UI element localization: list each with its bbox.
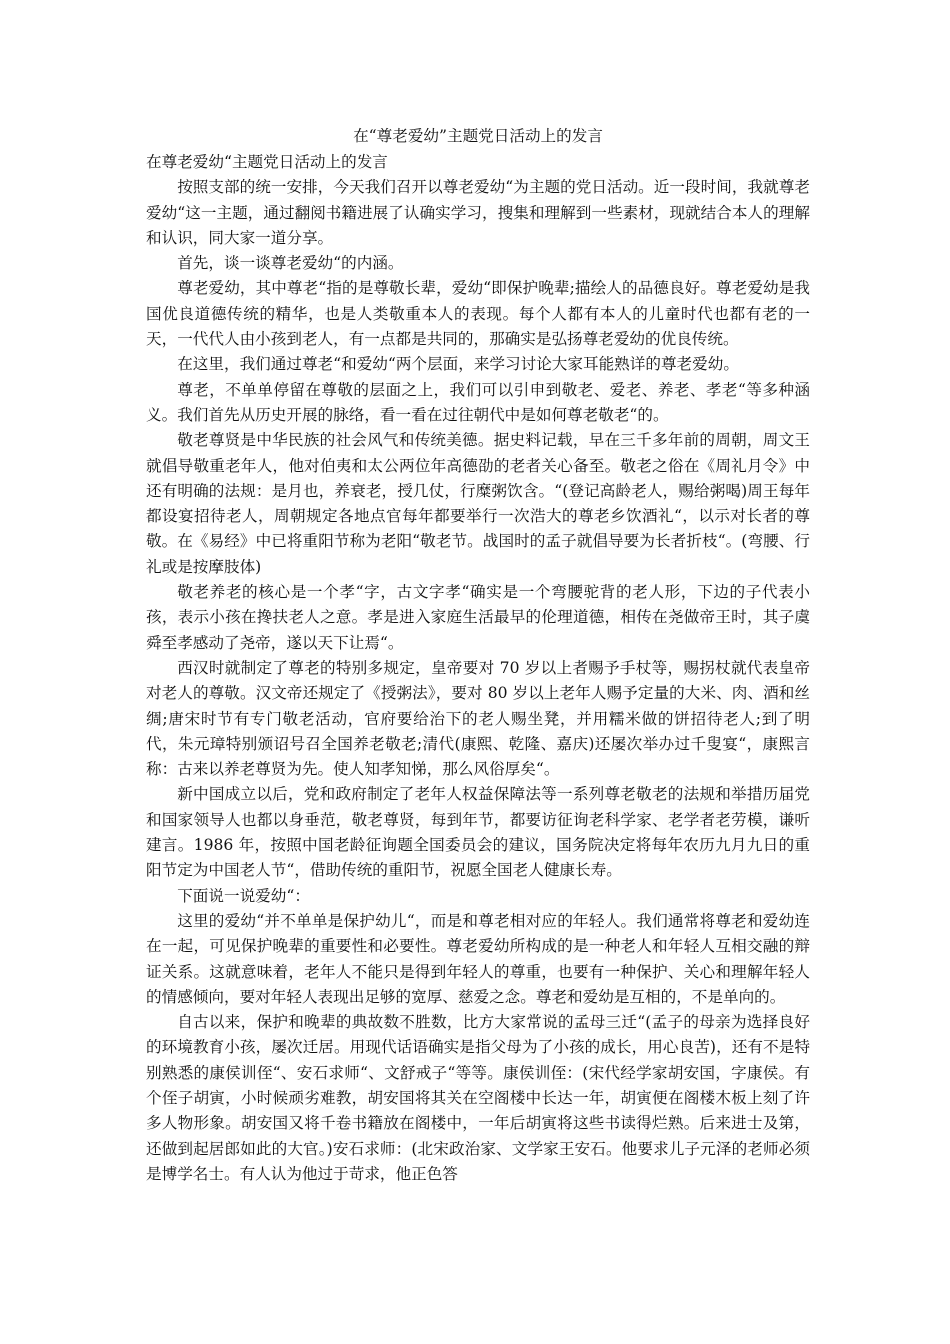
document-subtitle: 在尊老爱幼“主题党日活动上的发言 bbox=[146, 153, 388, 171]
paragraph: 首先，谈一谈尊老爱幼“的内涵。 bbox=[177, 254, 404, 273]
document-body bbox=[146, 124, 810, 1187]
paragraph: 西汉时就制定了尊老的特别多规定，皇帝要对 70 岁以上者赐予手杖等，赐拐杖就代表皇帝对老人的尊敬。汉文帝还规定了《授粥法》，要对 80 岁以上老年人赐予定量的大米、肉、酒和丝绸;唐宋时节有专门敬老活动，官府要给治下的老人赐坐凳，并用糯米做的饼招待老人;到了明代，朱元璋特别颁诏号召全国养老敬老;清代(康熙、乾隆、嘉庆)还屡次举办过千叟宴“，康熙言称：古来以养老尊贤为先。使人知孝知悌，那么风俗厚矣“。 bbox=[146, 658, 810, 779]
paragraph: 尊老爱幼，其中尊老“指的是尊敬长辈，爱幼“即保护晚辈;描绘人的品德良好。尊老爱幼是我国优良道德传统的精华，也是人类敬重本人的表现。每个人都有本人的儿童时代也都有老的一天，一代代人由小孩到老人，有一点都是共同的，那确实是弘扬尊老爱幼的优良传统。 bbox=[146, 279, 810, 349]
paragraph: 敬老尊贤是中华民族的社会风气和传统美德。据史料记载，早在三千多年前的周朝，周文王就倡导敬重老年人，他对伯夷和太公两位年高德劭的老者关心备至。敬老之俗在《周礼月令》中还有明确的法规：是月也，养衰老，授几仗，行糜粥饮含。“(登记高龄老人，赐给粥喝)周王每年都设宴招待老人，周朝规定各地点官每年都要举行一次浩大的尊老乡饮酒礼“，以示对长者的尊敬。在《易经》中已将重阳节称为老阳“敬老节。战国时的孟子就倡导要为长者折枝“。(弯腰、行礼或是按摩肢体) bbox=[146, 431, 810, 576]
paragraph: 新中国成立以后，党和政府制定了老年人权益保障法等一系列尊老敬老的法规和举措历届党和国家领导人也都以身垂范，敬老尊贤，每到年节，都要访征询老科学家、老学者老劳模，谦听建言。1986 年，按照中国老龄征询题全国委员会的建议，国务院决定将每年农历九月九日的重阳节定为中国老人节“，借助传统的重阳节，祝愿全国老人健康长寿。 bbox=[146, 785, 810, 880]
paragraph: 尊老，不单单停留在尊敬的层面之上，我们可以引申到敬老、爱老、养老、孝老“等多种涵义。我们首先从历史开展的脉络，看一看在过往朝代中是如何尊老敬老“的。 bbox=[146, 380, 810, 424]
paragraph: 这里的爱幼“并不单单是保护幼儿“，而是和尊老相对应的年轻人。我们通常将尊老和爱幼连在一起，可见保护晚辈的重要性和必要性。尊老爱幼所构成的是一种老人和年轻人互相交融的辩证关系。这就意味着，老年人不能只是得到年轻人的尊重，也要有一种保护、关心和理解年轻人的情感倾向，要对年轻人表现出足够的宽厚、慈爱之念。尊老和爱幼是互相的，不是单向的。 bbox=[146, 911, 810, 1006]
paragraph: 在这里，我们通过尊老“和爱幼“两个层面，来学习讨论大家耳能熟详的尊老爱幼。 bbox=[177, 355, 739, 374]
paragraph: 自古以来，保护和晚辈的典故数不胜数，比方大家常说的孟母三迁“(孟子的母亲为选择良好的环境教育小孩，屡次迁居。用现代话语确实是指父母为了小孩的成长，用心良苦)，还有不是特别熟悉的康侯训侄“、安石求师“、文舒戒子“等等。康侯训侄：(宋代经学家胡安国，字康侯。有个侄子胡寅，小时候顽劣难教，胡安国将其关在空阁楼中长达一年，胡寅便在阁楼木板上刻了许多人物形象。胡安国又将千卷书籍放在阁楼中，一年后胡寅将这些书读得烂熟。后来进士及第，还做到起居郎如此的大官。)安石求师：(北宋政治家、文学家王安石。他要求儿子元泽的老师必须是博学名士。有人认为他过于苛求，他正色答 bbox=[146, 1013, 810, 1183]
paragraph: 下面说一说爱幼“： bbox=[177, 886, 310, 905]
paragraph: 按照支部的统一安排，今天我们召开以尊老爱幼“为主题的党日活动。近一段时间，我就尊老爱幼“这一主题，通过翻阅书籍进展了认确实学习，搜集和理解到一些素材，现就结合本人的理解和认识，同大家一道分享。 bbox=[146, 178, 810, 247]
paragraph: 敬老养老的核心是一个孝“字，古文字孝“确实是一个弯腰驼背的老人形，下边的子代表小孩，表示小孩在搀扶老人之意。孝是进入家庭生活最早的伦理道德，相传在尧做帝王时，其子虞舜至孝感动了尧帝，遂以天下让焉“。 bbox=[146, 583, 810, 652]
document-title: 在“尊老爱幼”主题党日活动上的发言 bbox=[353, 127, 603, 145]
